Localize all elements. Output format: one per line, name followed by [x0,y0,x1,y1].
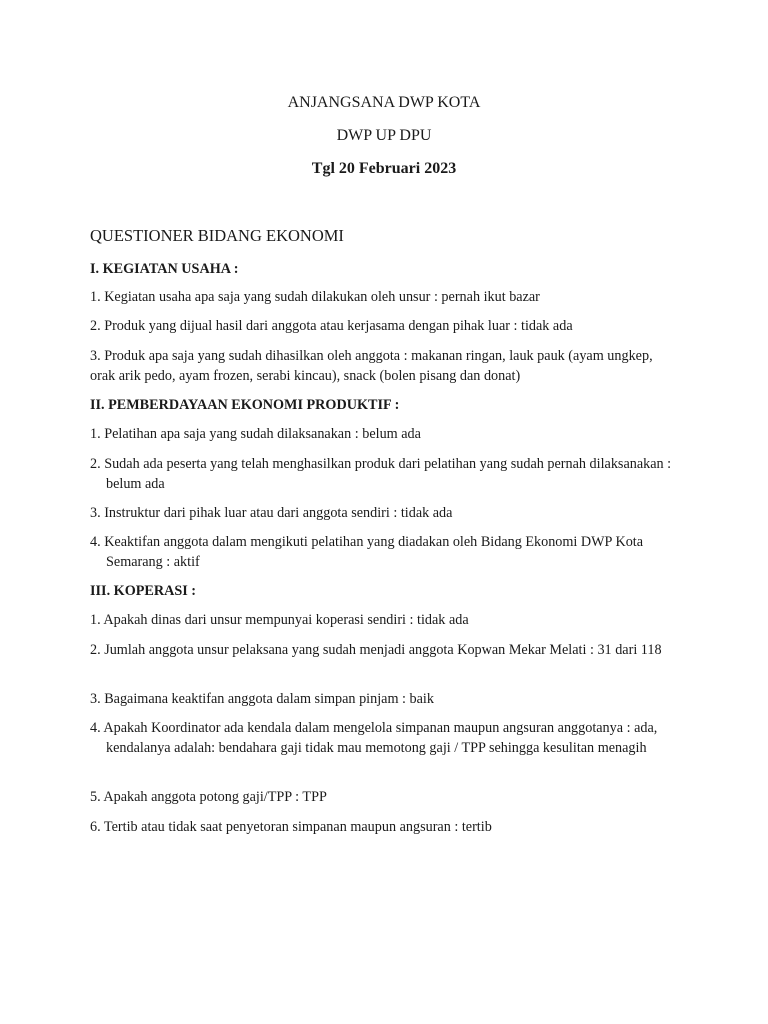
list-item: 3. Produk apa saja yang sudah dihasilkan oleh anggota : makanan ringan, lauk pauk (ayam ungkep, orak arik pedo, ayam frozen, serabi kincau), snack (bolen pisang dan donat) [90,348,653,384]
header-subtitle: DWP UP DPU [336,127,432,144]
list-item: 2. Jumlah anggota unsur pelaksana yang sudah menjadi anggota Kopwan Mekar Melati : 31 dari 118 [90,642,662,658]
section-heading: I. KEGIATAN USAHA : [90,261,239,277]
section-heading: II. PEMBERDAYAAN EKONOMI PRODUKTIF : [90,397,400,413]
list-item: 5. Apakah anggota potong gaji/TPP : TPP [90,789,327,805]
list-item: 3. Instruktur dari pihak luar atau dari anggota sendiri : tidak ada [90,505,453,521]
header-title: ANJANGSANA DWP KOTA [287,94,481,111]
list-item: 3. Bagaimana keaktifan anggota dalam simpan pinjam : baik [90,691,434,707]
list-item: 1. Kegiatan usaha apa saja yang sudah dilakukan oleh unsur : pernah ikut bazar [90,289,540,305]
list-item: 2. Sudah ada peserta yang telah menghasilkan produk dari pelatihan yang sudah pernah dilaksanakan : belum ada [90,456,672,492]
list-item: 4. Apakah Koordinator ada kendala dalam mengelola simpanan maupun angsuran anggotanya : ada, kendalanya adalah: bendahara gaji tidak mau memotong gaji / TPP sehingga kesulitan menagih [90,720,658,756]
list-item: 4. Keaktifan anggota dalam mengikuti pelatihan yang diadakan oleh Bidang Ekonomi DWP Kota Semarang : aktif [90,534,644,570]
list-item: 2. Produk yang dijual hasil dari anggota atau kerjasama dengan pihak luar : tidak ada [90,318,573,334]
list-item: 1. Apakah dinas dari unsur mempunyai koperasi sendiri : tidak ada [90,612,469,628]
list-item: 1. Pelatihan apa saja yang sudah dilaksanakan : belum ada [90,426,421,442]
questioner-title: QUESTIONER BIDANG EKONOMI [90,226,344,245]
header-date: Tgl 20 Februari 2023 [311,160,457,177]
section-heading: III. KOPERASI : [90,583,197,599]
list-item: 6. Tertib atau tidak saat penyetoran simpanan maupun angsuran : tertib [90,819,492,835]
